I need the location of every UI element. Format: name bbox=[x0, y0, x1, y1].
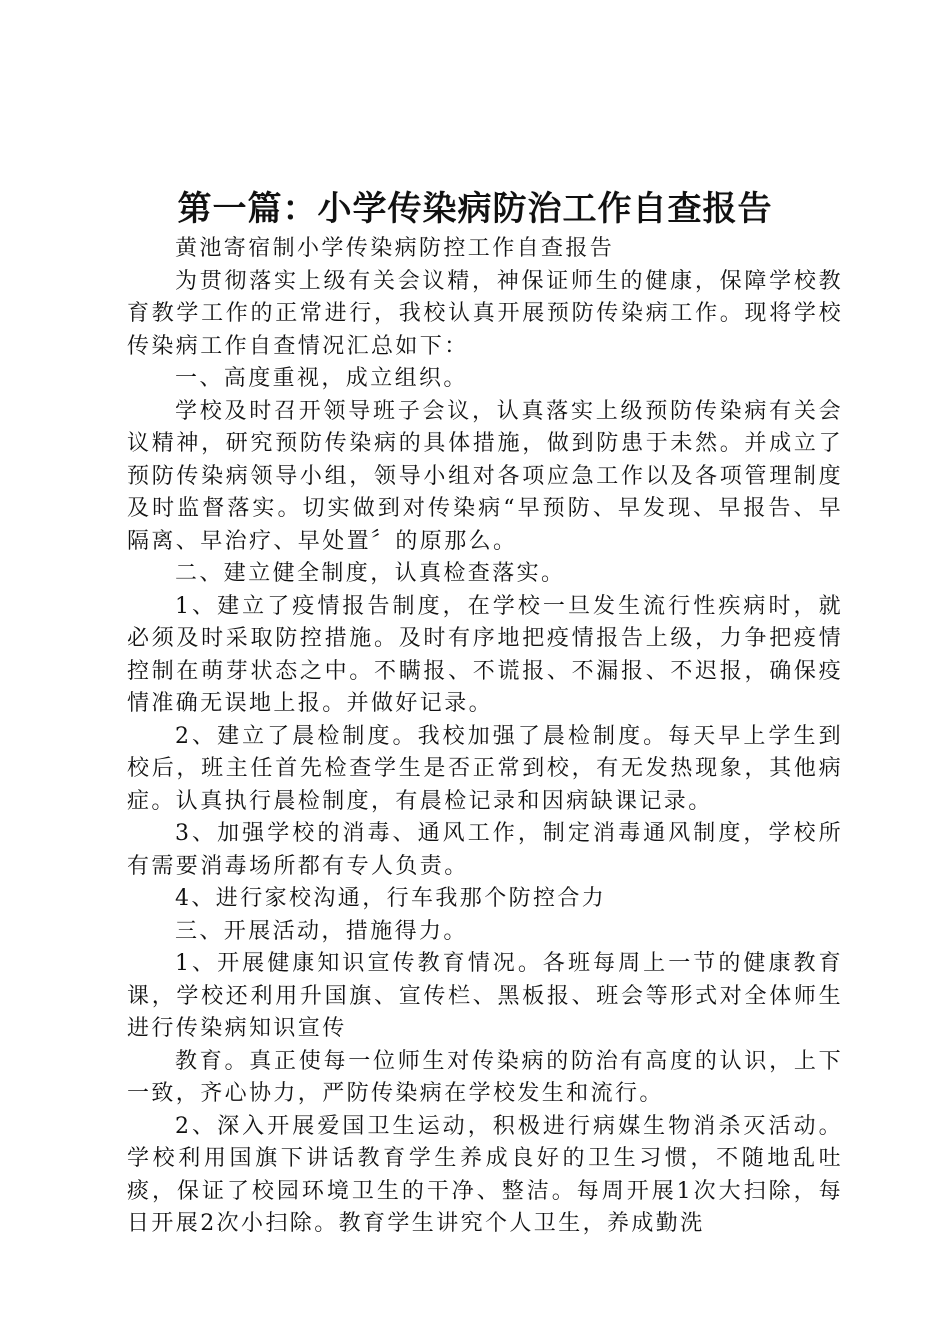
paragraph-item-3-1-cont: 教育。真正使每一位师生对传染病的防治有高度的认识，上下一致，齐心协力，严防传染病在学校发生和流行。 bbox=[127, 1048, 843, 1106]
document-title: 第一篇：小学传染病防治工作自查报告 bbox=[177, 189, 773, 229]
section-heading-2: 二、建立健全制度，认真检查落实。 bbox=[175, 561, 566, 586]
paragraph-report-subtitle: 黄池寄宿制小学传染病防控工作自查报告 bbox=[175, 236, 615, 261]
section-heading-1: 一、高度重视，成立组织。 bbox=[175, 366, 468, 391]
paragraph-item-2-1: 1、建立了疫情报告制度，在学校一旦发生流行性疾病时，就必须及时采取防控措施。及时有序地把疫情报告上级，力争把疫情控制在萌芽状态之中。不瞒报、不谎报、不漏报、不迟报，确保疫情准确无误地上报。并做好记录。 bbox=[127, 593, 843, 716]
paragraph-item-3-2: 2、深入开展爱国卫生运动，积极进行病媒生物消杀灭活动。学校利用国旗下讲话教育学生养成良好的卫生习惯，不随地乱吐痰，保证了校园环境卫生的干净、整洁。每周开展1次大扫除，每日开展2次小扫除。教育学生讲究个人卫生，养成勤洗 bbox=[127, 1113, 843, 1236]
paragraph-item-2-4: 4、进行家校沟通，行车我那个防控合力 bbox=[175, 886, 607, 911]
paragraph-item-3-1: 1、开展健康知识宣传教育情况。各班每周上一节的健康教育课，学校还利用升国旗、宣传栏、黑板报、班会等形式对全体师生进行传染病知识宣传 bbox=[127, 951, 843, 1041]
section-heading-3: 三、开展活动，措施得力。 bbox=[175, 918, 468, 944]
paragraph-intro: 为贯彻落实上级有关会议精，神保证师生的健康，保障学校教育教学工作的正常进行，我校认真开展预防传染病工作。现将学校传染病工作自查情况汇总如下： bbox=[127, 268, 843, 359]
paragraph-item-2-2: 2、建立了晨检制度。我校加强了晨检制度。每天早上学生到校后，班主任首先检查学生是否正常到校，有无发热现象，其他病症。认真执行晨检制度，有晨检记录和因病缺课记录。 bbox=[127, 723, 843, 814]
paragraph-section-1: 学校及时召开领导班子会议，认真落实上级预防传染病有关会议精神，研究预防传染病的具体措施，做到防患于未然。并成立了预防传染病领导小组，领导小组对各项应急工作以及各项管理制度及时监督落实。切实做到对传染病“早预防、早发现、早报告、早隔离、早治疗、早处置〞的原那么。 bbox=[127, 398, 843, 554]
paragraph-item-2-3: 3、加强学校的消毒、通风工作，制定消毒通风制度，学校所有需要消毒场所都有专人负责。 bbox=[127, 821, 843, 879]
document-body bbox=[127, 233, 843, 1241]
